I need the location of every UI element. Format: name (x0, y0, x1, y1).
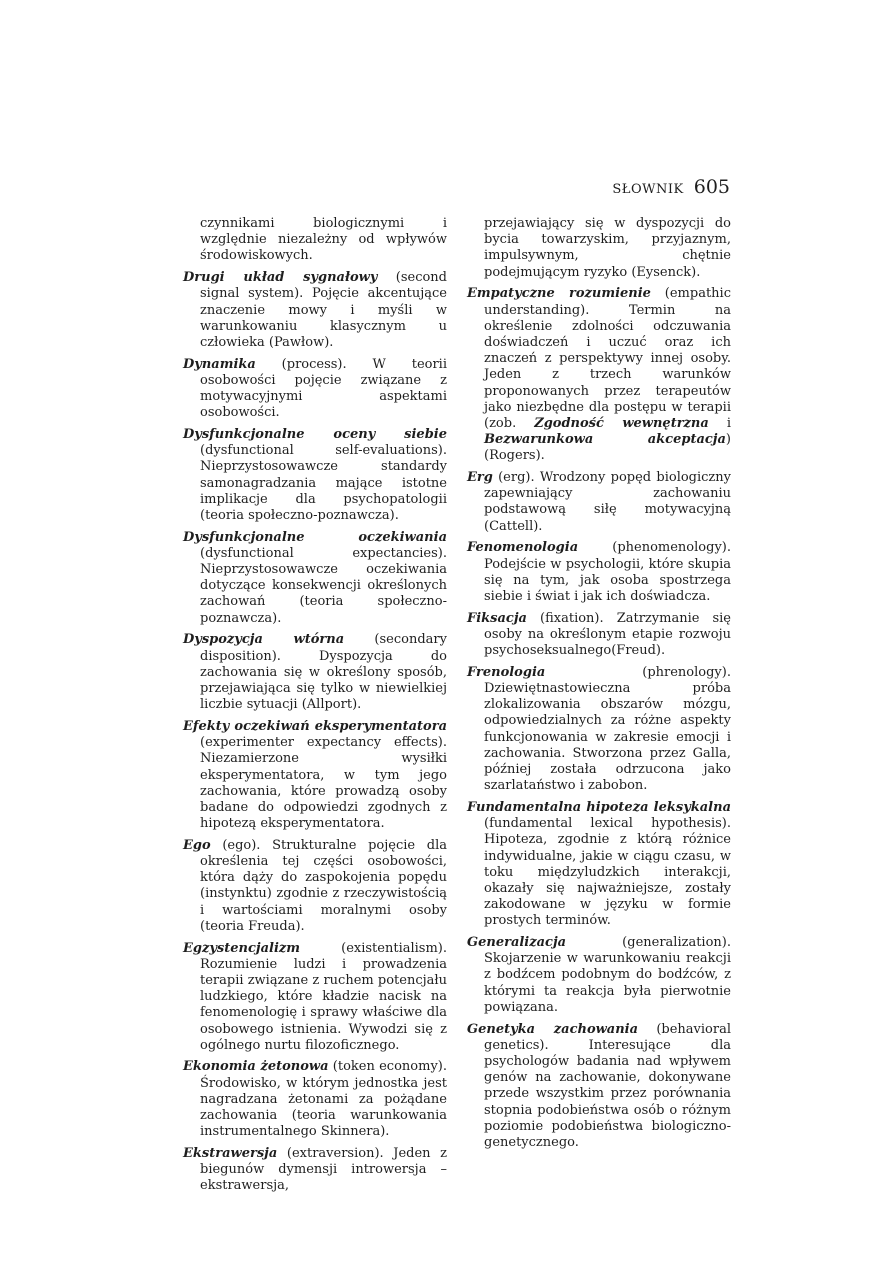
entry-definition: (empathic understanding). Termin na określenie zdolności odczuwania doświadczeń i uczuć oraz ich znaczeń z perspektywy innej osoby. Jeden z trzech warunków proponowanych przez terapeutów jako niezbędne dla postępu w terapii (zob. (484, 286, 731, 431)
entry-definition: (erg). Wrodzony popęd biologiczny zapewniający zachowaniu podstawową siłę motywacyjną (Cattell). (484, 470, 731, 534)
glossary-entry (183, 838, 447, 935)
entry-definition: (phrenology). Dziewiętnastowieczna próba zlokalizowania obszarów mózgu, odpowiedzialnych za różne aspekty funkcjonowania w zakresie emocji i zachowania. Stworzona przez Galla, później została odrzucona jako szarlataństwo i zabobon. (484, 664, 731, 794)
glossary-entry (183, 632, 447, 713)
entry-term: Frenologia (467, 664, 546, 680)
entry-term: Efekty oczekiwań eksperymentatora (183, 718, 447, 734)
entry-term: Fiksacja (467, 610, 527, 626)
entry-term: Ekonomia żetonowa (183, 1059, 329, 1075)
page-header (612, 176, 730, 198)
glossary-entry (467, 1022, 731, 1152)
entry-definition-connector: i (708, 415, 731, 431)
glossary-entry (183, 1146, 447, 1195)
glossary-entry (467, 665, 731, 795)
glossary-entry (467, 611, 731, 660)
entry-definition: (dysfunctional self-evaluations). Nieprzystosowawcze standardy samonagradzania mające istotne implikacje dla psychopatologii (teoria społeczno-poznawcza). (200, 443, 447, 523)
glossary-entry (183, 1059, 447, 1140)
glossary-entry (183, 270, 447, 351)
entry-definition: (dysfunctional expectancies). Nieprzystosowawcze oczekiwania dotyczące konsekwencji określonych zachowań (teoria społeczno-poznawcza). (200, 545, 447, 626)
entry-definition: (ego). Strukturalne pojęcie dla określenia tej części osobowości, która dąży do zaspokojenia popędu (instynktu) zgodnie z rzeczywistością i wartościami moralnymi osoby (teoria Freuda). (200, 837, 447, 934)
entry-definition: (generalization). Skojarzenie w warunkowaniu reakcji z bodźcem podobnym do bodźców, z którymi ta reakcja była pierwotnie powiązana. (484, 935, 731, 1015)
glossary-entry (183, 357, 447, 422)
entry-term: Dynamika (183, 356, 256, 372)
glossary-entry (467, 800, 731, 930)
entry-term: Dysfunkcjonalne oceny siebie (183, 426, 447, 442)
cross-reference: Zgodność wewnętrzna (534, 415, 709, 431)
entry-term: Generalizacja (467, 935, 567, 951)
entry-term: Fenomenologia (467, 540, 579, 556)
entry-term: Empatyczne rozumienie (467, 286, 651, 302)
entry-definition-end: ) (Rogers). (484, 432, 731, 464)
entry-term: Ekstrawersja (183, 1145, 278, 1161)
entry-term: Drugi układ sygnałowy (183, 270, 378, 286)
entry-definition: (secondary disposition). Dyspozycja do zachowania się w określony sposób, przejawiająca się tylko w niewielkiej liczbie sytuacji (Allport). (200, 632, 447, 713)
glossary-entry (183, 530, 447, 627)
left-column (183, 216, 447, 1200)
entry-definition: (existentialism). Rozumienie ludzi i prowadzenia terapii związane z ruchem potencjału ludzkiego, które kładzie nacisk na fenomenologię i sprawy właściwe dla osobowego istnienia. Wywodzi się z ogólnego nurtu filozoficznego. (200, 940, 447, 1053)
entry-term: Egzystencjalizm (183, 940, 301, 956)
entry-definition: (extraversion). Jeden z biegunów dymensji introwersja – ekstrawersja, (200, 1145, 447, 1194)
entry-definition: (behavioral genetics). Interesujące dla psychologów badania nad wpływem genów na zachowanie, dokonywane przede wszystkim przez porównania stopnia podobieństwa osób o różnym poziomie podobieństwa biologiczno-genetycznego. (484, 1021, 731, 1150)
entry-definition: (token economy). Środowisko, w którym jednostka jest nagradzana żetonami za pożądane zachowania (teoria warunkowania instrumentalnego Skinnera). (200, 1059, 447, 1140)
entry-term: Erg (467, 470, 493, 486)
entry-term: Ego (183, 837, 211, 853)
glossary-entry (467, 286, 731, 464)
entry-definition: (second signal system). Pojęcie akcentujące znaczenie mowy i myśli w warunkowaniu klasycznym u człowieka (Pawłow). (200, 270, 447, 350)
page-number: 605 (693, 176, 730, 198)
continuation-text: przejawiający się w dyspozycji do bycia towarzyskim, przyjaznym, impulsywnym, chętnie podejmującym ryzyko (Eysenck). (484, 216, 731, 280)
glossary-entry (467, 540, 731, 605)
entry-term: Genetyka zachowania (467, 1021, 639, 1037)
glossary-entry (183, 719, 447, 832)
right-column (467, 216, 731, 1157)
cross-reference: Bezwarunkowa akceptacja (484, 432, 726, 448)
entry-term: Dyspozycja wtórna (183, 632, 345, 648)
entry-term: Dysfunkcjonalne oczekiwania (183, 529, 447, 545)
entry-definition: (process). W teorii osobowości pojęcie związane z motywacyjnymi aspektami osobowości. (200, 356, 447, 421)
entry-definition: (experimenter expectancy effects). Niezamierzone wysiłki eksperymentatora, w tym jego zachowania, które prowadzą osoby badane do odpowiedzi zgodnych z hipotezą eksperymentatora. (200, 735, 447, 832)
glossary-entry (467, 935, 731, 1016)
glossary-entry (183, 941, 447, 1054)
entry-definition: (fundamental lexical hypothesis). Hipoteza, zgodnie z którą różnice indywidualne, jakie w ciągu czasu, w toku międzyludzkich interakcji, okazały się najważniejsze, zostały zakodowane w języku w formie prostych terminów. (484, 816, 731, 929)
entry-definition: (phenomenology). Podejście w psychologii, które skupia się na tym, jak osoba spostrzega siebie i świat i jak ich doświadcza. (484, 540, 731, 604)
running-head: SŁOWNIK (612, 182, 684, 197)
glossary-entry (183, 427, 447, 524)
entry-term: Fundamentalna hipoteza leksykalna (467, 799, 731, 815)
entry-definition: (fixation). Zatrzymanie się osoby na określonym etapie rozwoju psychoseksualnego(Freud). (484, 610, 731, 659)
glossary-entry (467, 470, 731, 535)
continuation-text: czynnikami biologicznymi i względnie niezależny od wpływów środowiskowych. (200, 216, 447, 264)
